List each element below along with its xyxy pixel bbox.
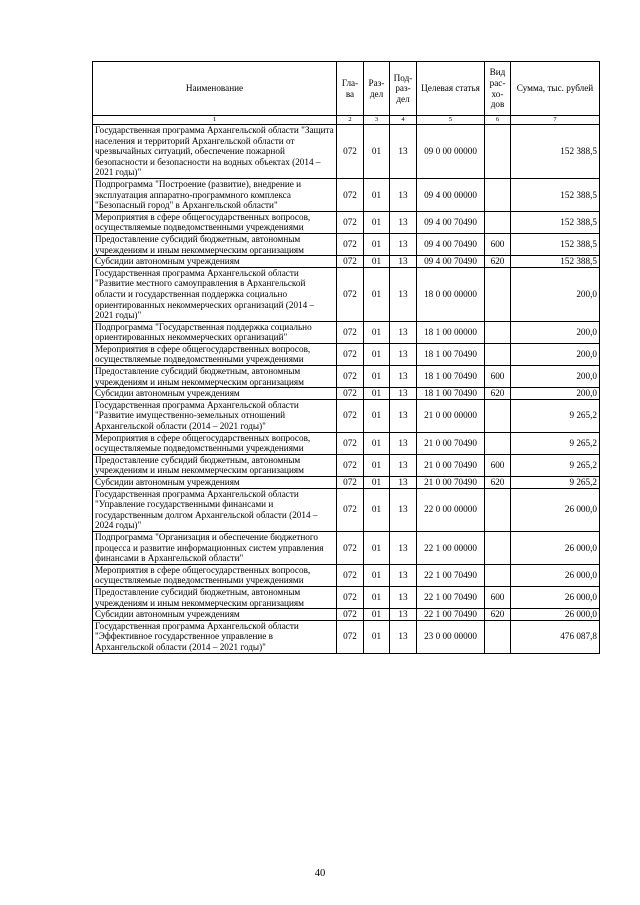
cell-name: Предоставление субсидий бюджетным, автономным учреждениям и иным некоммерческим организациям xyxy=(93,366,337,388)
cell-razdel: 01 xyxy=(364,267,390,321)
cell-target: 18 1 00 70490 xyxy=(417,366,485,388)
table-row xyxy=(93,488,600,531)
cell-glava: 072 xyxy=(337,564,364,586)
cell-podrazdel: 13 xyxy=(390,233,417,255)
cell-name: Государственная программа Архангельской области "Защита населения и территорий Архангельской области от чрезвычайных ситуаций, обеспечение пожарной безопасности и безопасности на водных объектах (2014 – 2021 годы)" xyxy=(93,125,337,179)
cell-glava: 072 xyxy=(337,477,364,489)
cell-name: Субсидии автономным учреждениям xyxy=(93,477,337,489)
cell-name: Государственная программа Архангельской области "Эффективное государственное управление в Архангельской области (2014 – 2021 годы)" xyxy=(93,620,337,653)
cell-expense-type xyxy=(485,620,511,653)
table-row xyxy=(93,366,600,388)
cell-podrazdel: 13 xyxy=(390,267,417,321)
cell-razdel: 01 xyxy=(364,432,390,454)
header-expense-type: Вид рас-хо-дов xyxy=(485,62,511,116)
cell-sum: 152 388,5 xyxy=(511,233,600,255)
cell-glava: 072 xyxy=(337,586,364,608)
cell-sum: 200,0 xyxy=(511,388,600,400)
cell-target: 18 1 00 00000 xyxy=(417,321,485,343)
cell-podrazdel: 13 xyxy=(390,399,417,432)
column-number: 7 xyxy=(511,116,600,125)
table-row xyxy=(93,432,600,454)
cell-target: 21 0 00 70490 xyxy=(417,477,485,489)
cell-sum: 9 265,2 xyxy=(511,399,600,432)
cell-sum: 9 265,2 xyxy=(511,432,600,454)
cell-name: Мероприятия в сфере общегосударственных вопросов, осуществляемые подведомственными учреждениями xyxy=(93,564,337,586)
cell-razdel: 01 xyxy=(364,477,390,489)
table-body xyxy=(93,125,600,654)
cell-glava: 072 xyxy=(337,488,364,531)
cell-razdel: 01 xyxy=(364,321,390,343)
header-name: Наименование xyxy=(93,62,337,116)
table-row xyxy=(93,620,600,653)
cell-razdel: 01 xyxy=(364,211,390,233)
cell-name: Государственная программа Архангельской области "Управление государственными финансами и государственным долгом Архангельской области (2014 – 2024 годы)" xyxy=(93,488,337,531)
cell-target: 21 0 00 70490 xyxy=(417,432,485,454)
cell-glava: 072 xyxy=(337,432,364,454)
table-row xyxy=(93,609,600,621)
cell-target: 09 4 00 70490 xyxy=(417,256,485,268)
cell-podrazdel: 13 xyxy=(390,477,417,489)
cell-name: Мероприятия в сфере общегосударственных вопросов, осуществляемые подведомственными учреждениями xyxy=(93,432,337,454)
cell-glava: 072 xyxy=(337,233,364,255)
column-number: 3 xyxy=(364,116,390,125)
table-row xyxy=(93,586,600,608)
cell-sum: 152 388,5 xyxy=(511,256,600,268)
header-row xyxy=(93,62,600,116)
cell-sum: 26 000,0 xyxy=(511,586,600,608)
cell-sum: 26 000,0 xyxy=(511,564,600,586)
table-row xyxy=(93,321,600,343)
cell-podrazdel: 13 xyxy=(390,178,417,211)
cell-sum: 476 087,8 xyxy=(511,620,600,653)
column-number: 4 xyxy=(390,116,417,125)
cell-podrazdel: 13 xyxy=(390,343,417,365)
cell-expense-type xyxy=(485,178,511,211)
table-row xyxy=(93,233,600,255)
cell-expense-type xyxy=(485,267,511,321)
cell-sum: 152 388,5 xyxy=(511,178,600,211)
table-row xyxy=(93,388,600,400)
table-row xyxy=(93,211,600,233)
cell-target: 22 1 00 70490 xyxy=(417,609,485,621)
cell-sum: 200,0 xyxy=(511,366,600,388)
cell-expense-type xyxy=(485,432,511,454)
cell-glava: 072 xyxy=(337,211,364,233)
cell-glava: 072 xyxy=(337,267,364,321)
cell-sum: 200,0 xyxy=(511,343,600,365)
cell-razdel: 01 xyxy=(364,388,390,400)
cell-sum: 26 000,0 xyxy=(511,531,600,564)
table-row xyxy=(93,256,600,268)
cell-name: Государственная программа Архангельской области "Развитие местного самоуправления в Архангельской области и государственная поддержка социально ориентированных некоммерческих организаций (2014 – 2021 годы)" xyxy=(93,267,337,321)
cell-podrazdel: 13 xyxy=(390,432,417,454)
cell-podrazdel: 13 xyxy=(390,125,417,179)
header-podrazdel: Под-раз-дел xyxy=(390,62,417,116)
cell-razdel: 01 xyxy=(364,531,390,564)
cell-razdel: 01 xyxy=(364,454,390,476)
cell-expense-type xyxy=(485,399,511,432)
cell-sum: 152 388,5 xyxy=(511,211,600,233)
cell-podrazdel: 13 xyxy=(390,586,417,608)
cell-expense-type: 620 xyxy=(485,609,511,621)
cell-expense-type xyxy=(485,125,511,179)
cell-expense-type xyxy=(485,531,511,564)
header-target: Целевая статья xyxy=(417,62,485,116)
column-number: 1 xyxy=(93,116,337,125)
cell-podrazdel: 13 xyxy=(390,388,417,400)
cell-target: 21 0 00 70490 xyxy=(417,454,485,476)
cell-sum: 9 265,2 xyxy=(511,454,600,476)
cell-expense-type: 620 xyxy=(485,256,511,268)
cell-target: 22 1 00 70490 xyxy=(417,564,485,586)
cell-target: 21 0 00 00000 xyxy=(417,399,485,432)
cell-target: 23 0 00 00000 xyxy=(417,620,485,653)
table-row xyxy=(93,343,600,365)
table-row xyxy=(93,454,600,476)
cell-sum: 9 265,2 xyxy=(511,477,600,489)
table-row xyxy=(93,477,600,489)
cell-podrazdel: 13 xyxy=(390,454,417,476)
cell-razdel: 01 xyxy=(364,488,390,531)
cell-glava: 072 xyxy=(337,343,364,365)
page-number: 40 xyxy=(314,868,326,879)
cell-razdel: 01 xyxy=(364,620,390,653)
cell-glava: 072 xyxy=(337,609,364,621)
cell-sum: 200,0 xyxy=(511,267,600,321)
cell-glava: 072 xyxy=(337,125,364,179)
cell-podrazdel: 13 xyxy=(390,366,417,388)
cell-target: 18 0 00 00000 xyxy=(417,267,485,321)
cell-razdel: 01 xyxy=(364,256,390,268)
cell-name: Субсидии автономным учреждениям xyxy=(93,256,337,268)
cell-expense-type: 620 xyxy=(485,477,511,489)
table-row xyxy=(93,399,600,432)
header-glava: Гла-ва xyxy=(337,62,364,116)
cell-name: Субсидии автономным учреждениям xyxy=(93,388,337,400)
header-razdel: Раз-дел xyxy=(364,62,390,116)
column-number: 2 xyxy=(337,116,364,125)
cell-sum: 200,0 xyxy=(511,321,600,343)
cell-name: Предоставление субсидий бюджетным, автономным учреждениям и иным некоммерческим организациям xyxy=(93,454,337,476)
cell-glava: 072 xyxy=(337,454,364,476)
cell-podrazdel: 13 xyxy=(390,609,417,621)
cell-razdel: 01 xyxy=(364,178,390,211)
cell-razdel: 01 xyxy=(364,586,390,608)
cell-podrazdel: 13 xyxy=(390,488,417,531)
cell-glava: 072 xyxy=(337,321,364,343)
cell-target: 09 0 00 00000 xyxy=(417,125,485,179)
table-row xyxy=(93,531,600,564)
header-sum: Сумма, тыс. рублей xyxy=(511,62,600,116)
cell-target: 18 1 00 70490 xyxy=(417,388,485,400)
cell-expense-type xyxy=(485,321,511,343)
cell-target: 22 0 00 00000 xyxy=(417,488,485,531)
cell-podrazdel: 13 xyxy=(390,211,417,233)
cell-razdel: 01 xyxy=(364,564,390,586)
cell-name: Подпрограмма "Государственная поддержка социально ориентированных некоммерческих организаций" xyxy=(93,321,337,343)
cell-expense-type: 600 xyxy=(485,454,511,476)
cell-podrazdel: 13 xyxy=(390,531,417,564)
budget-table xyxy=(92,61,600,654)
cell-podrazdel: 13 xyxy=(390,256,417,268)
table-row xyxy=(93,267,600,321)
cell-razdel: 01 xyxy=(364,609,390,621)
table-row xyxy=(93,178,600,211)
cell-target: 22 1 00 70490 xyxy=(417,586,485,608)
cell-target: 09 4 00 00000 xyxy=(417,178,485,211)
cell-razdel: 01 xyxy=(364,399,390,432)
cell-name: Предоставление субсидий бюджетным, автономным учреждениям и иным некоммерческим организациям xyxy=(93,586,337,608)
cell-glava: 072 xyxy=(337,531,364,564)
cell-sum: 152 388,5 xyxy=(511,125,600,179)
cell-target: 18 1 00 70490 xyxy=(417,343,485,365)
cell-glava: 072 xyxy=(337,366,364,388)
cell-expense-type xyxy=(485,564,511,586)
cell-target: 22 1 00 00000 xyxy=(417,531,485,564)
cell-glava: 072 xyxy=(337,620,364,653)
cell-expense-type: 620 xyxy=(485,388,511,400)
cell-sum: 26 000,0 xyxy=(511,609,600,621)
cell-glava: 072 xyxy=(337,388,364,400)
cell-glava: 072 xyxy=(337,178,364,211)
cell-name: Подпрограмма "Организация и обеспечение бюджетного процесса и развитие информационных систем управления финансами в Архангельской области" xyxy=(93,531,337,564)
cell-expense-type xyxy=(485,343,511,365)
cell-podrazdel: 13 xyxy=(390,564,417,586)
cell-target: 09 4 00 70490 xyxy=(417,211,485,233)
cell-glava: 072 xyxy=(337,399,364,432)
cell-name: Субсидии автономным учреждениям xyxy=(93,609,337,621)
cell-expense-type xyxy=(485,488,511,531)
cell-name: Мероприятия в сфере общегосударственных вопросов, осуществляемые подведомственными учреждениями xyxy=(93,343,337,365)
cell-target: 09 4 00 70490 xyxy=(417,233,485,255)
column-number-row xyxy=(93,116,600,125)
table-row xyxy=(93,125,600,179)
cell-sum: 26 000,0 xyxy=(511,488,600,531)
cell-razdel: 01 xyxy=(364,233,390,255)
column-number: 5 xyxy=(417,116,485,125)
cell-expense-type: 600 xyxy=(485,233,511,255)
cell-name: Предоставление субсидий бюджетным, автономным учреждениям и иным некоммерческим организациям xyxy=(93,233,337,255)
cell-expense-type xyxy=(485,211,511,233)
cell-razdel: 01 xyxy=(364,366,390,388)
cell-expense-type: 600 xyxy=(485,586,511,608)
cell-expense-type: 600 xyxy=(485,366,511,388)
cell-glava: 072 xyxy=(337,256,364,268)
cell-name: Мероприятия в сфере общегосударственных вопросов, осуществляемые подведомственными учреждениями xyxy=(93,211,337,233)
cell-podrazdel: 13 xyxy=(390,321,417,343)
cell-name: Государственная программа Архангельской области "Развитие имущественно-земельных отношений Архангельской области (2014 – 2021 годы)" xyxy=(93,399,337,432)
cell-name: Подпрограмма "Построение (развитие), внедрение и эксплуатация аппаратно-программного комплекса "Безопасный город" в Архангельской области" xyxy=(93,178,337,211)
cell-razdel: 01 xyxy=(364,343,390,365)
column-number: 6 xyxy=(485,116,511,125)
cell-razdel: 01 xyxy=(364,125,390,179)
table-row xyxy=(93,564,600,586)
cell-podrazdel: 13 xyxy=(390,620,417,653)
